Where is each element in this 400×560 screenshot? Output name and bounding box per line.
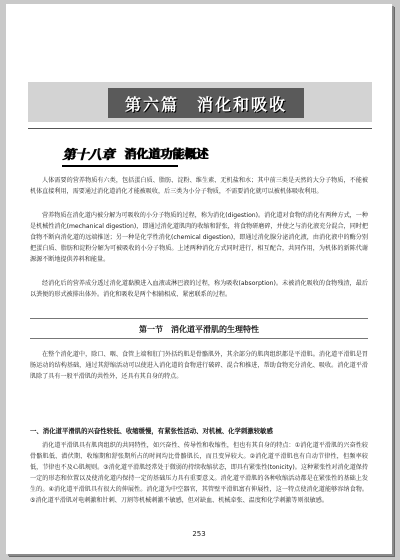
section-title: 第一节 消化道平滑肌的生理特性 bbox=[139, 325, 259, 334]
intro-paragraph-1: 人体需要的营养物质有六类，包括蛋白质、脂肪、淀粉、维生素、无机盐和水；其中前三类是天然的大分子物质，不能被机体直接利用，需要通过消化道消化才能被吸收，后三类为小分子物质，不需要消化就可以被机体吸收利用。 bbox=[30, 177, 368, 195]
subsection-paragraph: 消化道平滑肌具有肌肉组织的共同特性，如兴奋性、传导性和收缩性，但也有其自身的特点：①消化道平滑肌的兴奋性较骨骼肌低、潜伏期、收缩期和舒张期所占的时间均比骨骼肌长，而且变异较大。②消化道平滑肌也有自动节律性，但频率较低，节律也不及心肌规则。③消化道平滑肌经常处于微弱的持续收缩状态，即具有紧张性(tonicity)。这种紧张性对消化道保持一定的形态和位置以及使消化道内保持一定的基础压力具有重要意义。消化道平滑肌的各种收缩活动都是在紧张性的基础上发生的。④消化道平滑肌具有很大的伸展性。消化道为中空器官，其管壁平滑肌富有伸展性，这一特点使消化道能够容纳食物。⑤消化道平滑肌对电刺激和针刺、刀割等机械刺激不敏感，但对缺血、机械牵张、温度和化学刺激等则很敏感。 bbox=[30, 442, 368, 504]
book-page bbox=[6, 4, 392, 554]
chapter-heading bbox=[62, 144, 208, 162]
subsection-title: 一、消化道平滑肌的兴奋性较低、收缩缓慢，有紧张性活动、对机械、化学刺激较敏感 bbox=[30, 427, 273, 435]
part-divider bbox=[28, 128, 372, 129]
section-rule-top bbox=[30, 318, 368, 319]
intro-paragraph-3: 经消化后的营养成分透过消化道黏膜进入血液或淋巴液的过程，称为吸收(absorption)。未被消化吸收的食物残渣，最后以粪便的形式被排出体外。消化和吸收是两个相辅相成、紧密联系的过程。 bbox=[30, 280, 368, 298]
chapter-title: 消化道功能概述 bbox=[124, 146, 209, 161]
page-number: 253 bbox=[192, 530, 206, 538]
intro-paragraph-2: 营养物质在消化道内被分解为可吸收的小分子物质的过程，称为消化(digestion)。消化道对食物的消化有两种方式，一种是机械性消化(mechanical digestion)，即通过消化道肌肉的收缩和舒张，将食物研磨碎，并使之与消化液充分混合，同时把食物不断向消化道的远端推送；另一种是化学性消化(chemical digestion)，即通过消化腺分泌消化液，由消化液中的酶分别把蛋白质、脂肪和淀粉分解为可被吸收的小分子物质。上述两种消化方式同时进行，相互配合，共同作用，为机体的新陈代谢源源不断地提供养料和能量。 bbox=[30, 212, 368, 263]
chapter-underline bbox=[62, 165, 178, 167]
part-title: 第六篇 消化和吸收 bbox=[124, 95, 287, 114]
section-paragraph: 在整个消化道中，除口、咽、食管上端和肛门外括约肌是骨骼肌外，其余部分的肌肉组织都是平滑肌。消化道平滑肌是胃肠运动的结构基础，通过其舒缩活动可以使进入消化道的食物进行破碎、混合和推进，帮助食物充分消化、吸收。消化道平滑肌除了具有一般平滑肌的共性外，还具有其自身的特点。 bbox=[30, 351, 368, 380]
chapter-number: 第十八章 bbox=[62, 147, 115, 163]
section-rule-bottom bbox=[30, 338, 368, 339]
